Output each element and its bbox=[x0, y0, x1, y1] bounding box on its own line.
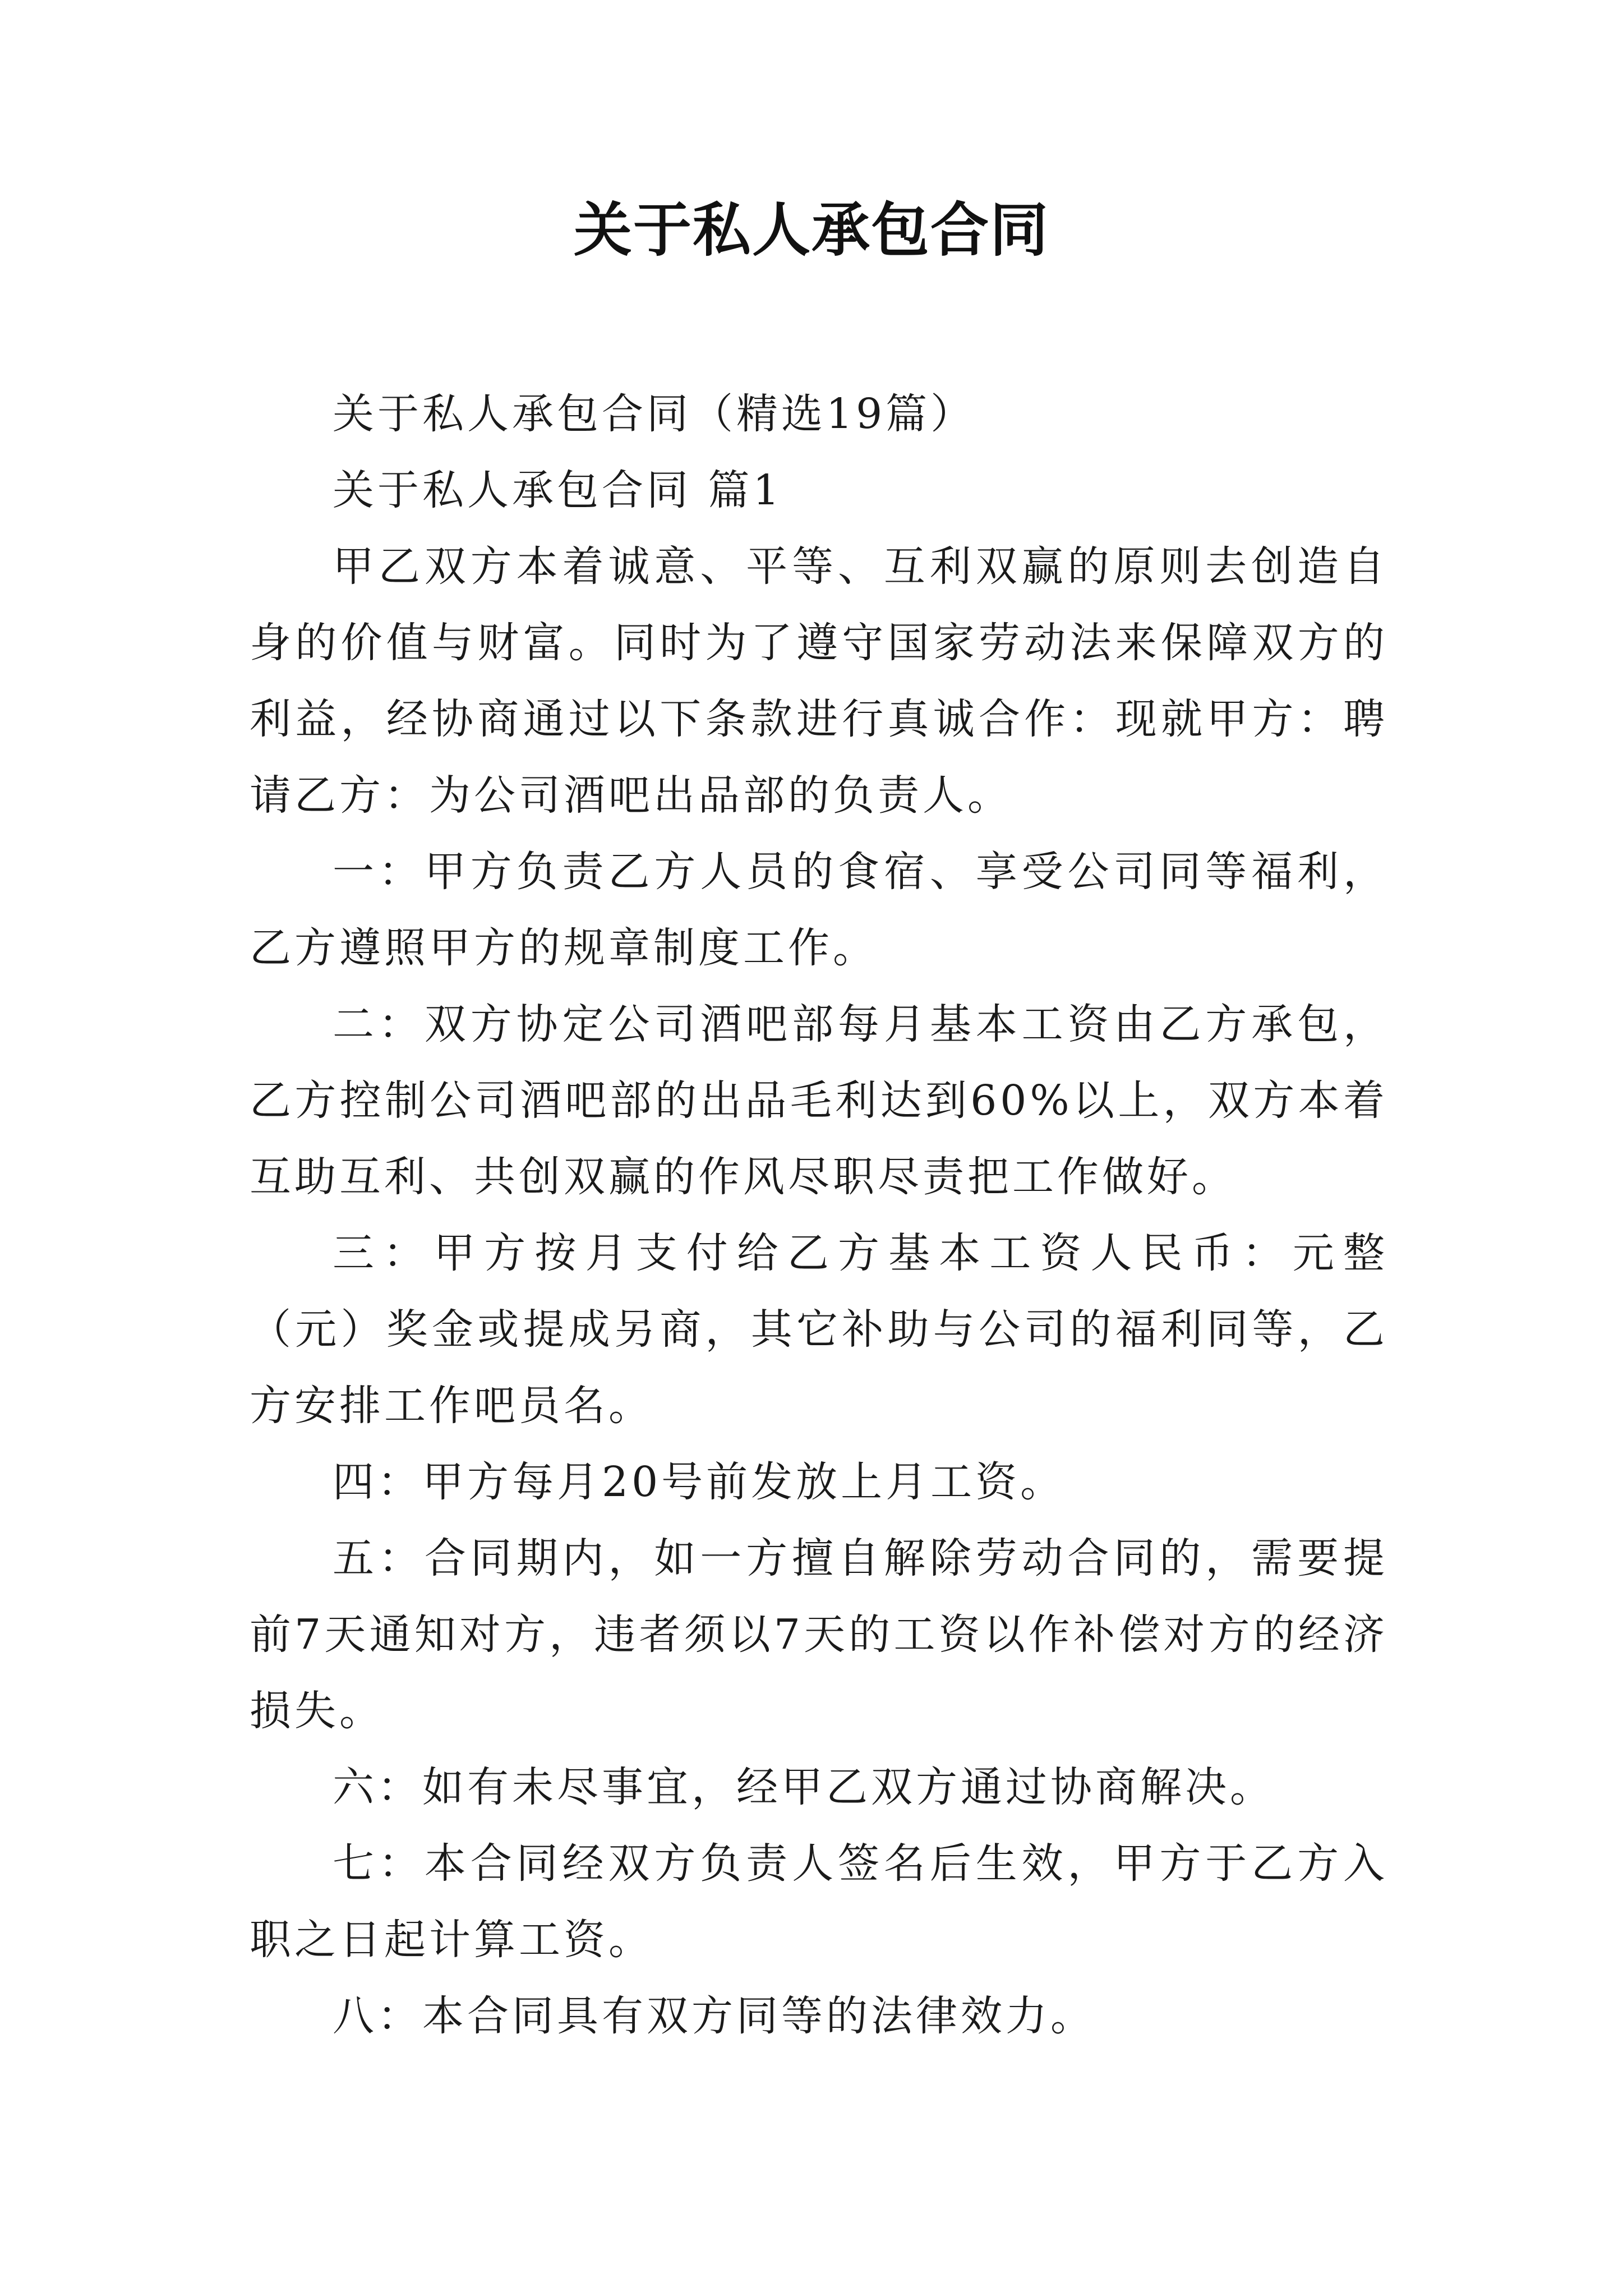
paragraph-clause-1: 一：甲方负责乙方人员的食宿、享受公司同等福利，乙方遵照甲方的规章制度工作。 bbox=[250, 848, 1388, 972]
document-title: 关于私人承包合同 bbox=[573, 195, 1049, 264]
paragraph-clause-3: 三：甲方按月支付给乙方基本工资人民币：元整（元）奖金或提成另商，其它补助与公司的福利同等，乙方安排工作吧员名。 bbox=[250, 1229, 1388, 1430]
paragraph-preamble: 甲乙双方本着诚意、平等、互利双赢的原则去创造自身的价值与财富。同时为了遵守国家劳动法来保障双方的利益，经协商通过以下条款进行真诚合作：现就甲方：聘请乙方：为公司酒吧出品部的负责人。 bbox=[250, 542, 1388, 820]
document-body bbox=[250, 376, 1388, 2054]
paragraph-clause-2: 二：双方协定公司酒吧部每月基本工资由乙方承包，乙方控制公司酒吧部的出品毛利达到60%以上，双方本着互助互利、共创双赢的作风尽职尽责把工作做好。 bbox=[250, 1000, 1388, 1201]
paragraph-clause-6: 六：如有未尽事宜，经甲乙双方通过协商解决。 bbox=[333, 1763, 1275, 1811]
paragraph-clause-7: 七：本合同经双方负责人签名后生效，甲方于乙方入职之日起计算工资。 bbox=[250, 1839, 1388, 1964]
paragraph-clause-4: 四：甲方每月20号前发放上月工资。 bbox=[333, 1458, 1066, 1506]
paragraph-subtitle: 关于私人承包合同（精选19篇） bbox=[333, 390, 976, 438]
paragraph-section-heading: 关于私人承包合同 篇1 bbox=[333, 466, 783, 514]
paragraph-clause-8: 八：本合同具有双方同等的法律效力。 bbox=[333, 1992, 1095, 2040]
paragraph-clause-5: 五：合同期内，如一方擅自解除劳动合同的，需要提前7天通知对方，违者须以7天的工资以作补偿对方的经济损失。 bbox=[250, 1534, 1388, 1735]
